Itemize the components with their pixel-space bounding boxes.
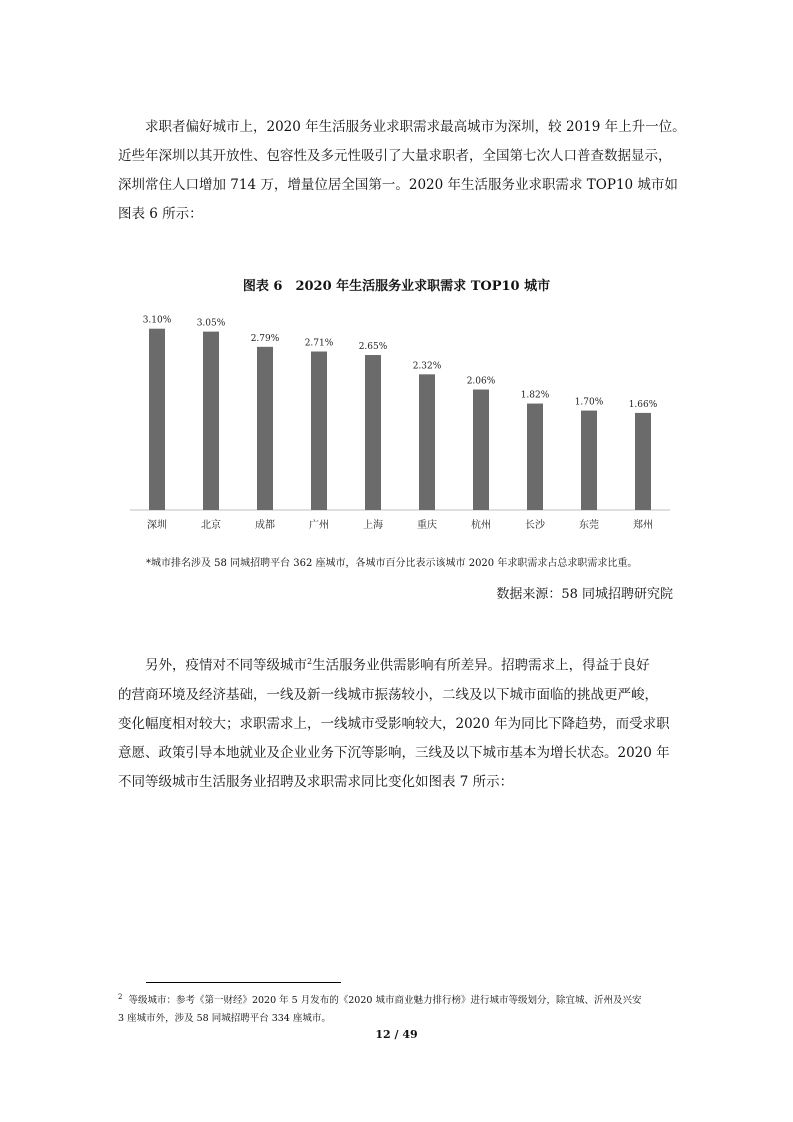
footnote-divider (146, 982, 341, 983)
bar (527, 404, 543, 510)
data-label: 2.79% (250, 333, 280, 344)
category-label: 郑州 (633, 520, 653, 531)
category-label: 北京 (201, 520, 221, 531)
category-label: 深圳 (147, 520, 167, 531)
category-label: 成都 (255, 520, 275, 531)
footnote-text: 等级城市：参考《第一财经》2020 年 5 月发布的《2020 城市商业魅力排行榜》进行城市等级划分，除宜城、沂州及兴安 (128, 995, 642, 1007)
category-label: 广州 (309, 520, 329, 531)
data-label: 3.05% (196, 318, 226, 329)
category-label: 上海 (363, 520, 383, 531)
figure-title: 图表 6 2020 年生活服务业求职需求 TOP10 城市 (242, 279, 551, 294)
text-line (118, 647, 674, 681)
footnote-line (118, 988, 678, 1010)
chart-note: *城市排名涉及 58 同城招聘平台 362 座城市，各城市百分比表示该城市 2020 年求职需求占总求职需求比重。 (146, 558, 638, 569)
footnote (118, 988, 678, 1028)
bar (203, 332, 219, 510)
category-label: 东莞 (579, 520, 599, 531)
text-line: 近些年深圳以其开放性、包容性及多元性吸引了大量求职者，全国第七次人口普查数据显示， (118, 148, 672, 164)
bar (365, 355, 381, 510)
page-number: 12 / 49 (375, 1028, 418, 1041)
data-label: 1.66% (628, 399, 658, 410)
data-label: 2.65% (358, 342, 388, 353)
text-line: 意愿、政策引导本地就业及企业业务下沉等影响，三线及以下城市基本为增长状态。2020 年 (118, 744, 670, 761)
text-line: 变化幅度相对较大；求职需求上，一线城市受影响较大，2020 年为同比下降趋势，而受求职 (118, 715, 670, 732)
body-paragraph (118, 647, 674, 797)
data-label: 2.32% (412, 361, 442, 372)
bar (257, 347, 273, 510)
category-label: 重庆 (417, 520, 437, 531)
text-segment: 另外，疫情对不同等级城市 (145, 657, 307, 674)
data-label: 1.70% (574, 397, 604, 408)
data-label: 3.10% (142, 315, 172, 326)
bar (473, 390, 489, 510)
bar (635, 413, 651, 510)
text-line: 深圳常住人口增加 714 万，增量位居全国第一。2020 年生活服务业求职需求 TOP10 城市如 (118, 177, 678, 193)
text-line: 不同等级城市生活服务业招聘及求职需求同比变化如图表 7 所示： (118, 773, 514, 790)
data-label: 1.82% (520, 390, 550, 401)
data-label: 2.06% (466, 376, 496, 387)
bar (149, 329, 165, 510)
bar (311, 352, 327, 510)
footnote-line: 3 座城市外，涉及 58 同城招聘平台 334 座城市。 (118, 1013, 331, 1025)
text-line: 的营商环境及经济基础，一线及新一线城市振荡较小，二线及以下城市面临的挑战更严峻， (118, 686, 658, 703)
data-label: 2.71% (304, 338, 334, 349)
bar (419, 374, 435, 510)
data-source: 数据来源：58 同城招聘研究院 (496, 587, 673, 602)
text-segment: 生活服务业供需影响有所差异。招聘需求上，得益于良好 (312, 657, 650, 674)
footnote-ref[interactable]: 2 (307, 657, 313, 666)
footnote-mark: 2 (118, 993, 123, 1001)
bar-chart (130, 305, 670, 533)
category-label: 杭州 (471, 520, 491, 531)
intro-paragraph (118, 113, 686, 229)
text-line: 求职者偏好城市上，2020 年生活服务业求职需求最高城市为深圳，较 2019 年上升一位。 (145, 119, 686, 135)
text-line: 图表 6 所示： (118, 206, 203, 222)
category-label: 长沙 (525, 520, 545, 531)
bar (581, 411, 597, 510)
